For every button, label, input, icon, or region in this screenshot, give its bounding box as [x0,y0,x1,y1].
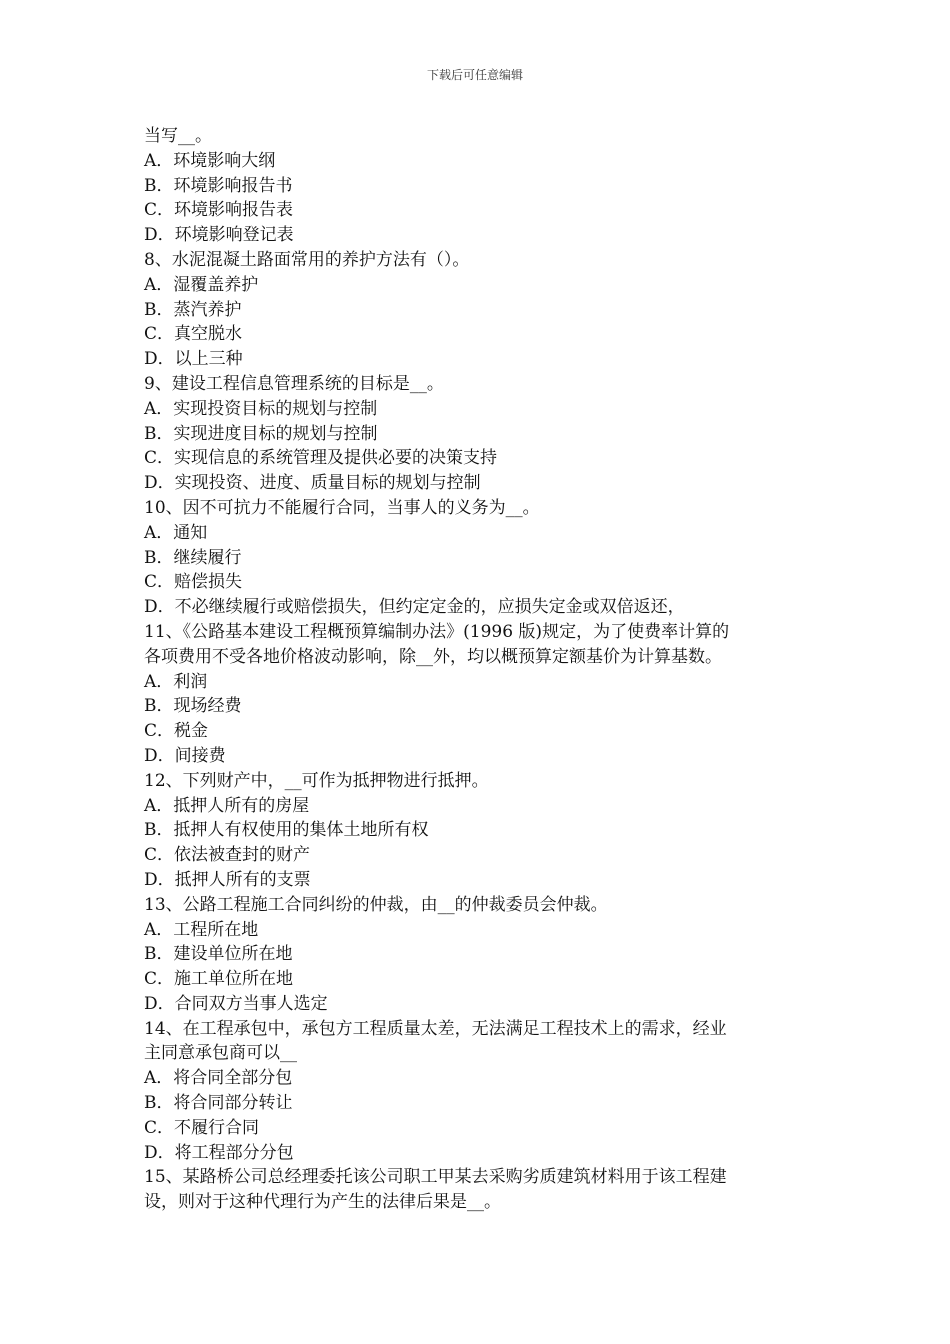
text-line: B．环境影响报告书 [144,175,293,196]
text-line: C．环境影响报告表 [144,200,294,221]
text-line: C．实现信息的系统管理及提供必要的决策支持 [144,448,498,469]
text-line: C．真空脱水 [144,324,243,345]
text-line: D．不必继续履行或赔偿损失，但约定定金的，应损失定金或双倍返还， [144,597,685,618]
text-line: B．抵押人有权使用的集体土地所有权 [144,820,429,841]
text-line: D．环境影响登记表 [144,225,294,246]
text-line: A．湿覆盖养护 [144,274,259,295]
text-line: B．实现进度目标的规划与控制 [144,423,378,444]
document-body [144,124,808,1215]
text-line: D．实现投资、进度、质量目标的规划与控制 [144,473,481,494]
text-line: C．不履行合同 [144,1117,260,1138]
text-line: A．通知 [144,522,208,543]
text-line: C．施工单位所在地 [144,969,294,990]
text-line: A．利润 [144,671,208,692]
text-line: D．抵押人所有的支票 [144,869,311,890]
text-line: 9、建设工程信息管理系统的目标是__。 [144,373,444,394]
text-line: 主同意承包商可以__ [144,1043,297,1064]
text-line: C．赔偿损失 [144,572,243,593]
text-line: 设，则对于这种代理行为产生的法律后果是__。 [144,1192,501,1213]
text-line: B．现场经费 [144,696,242,717]
text-line: C．税金 [144,721,209,742]
text-line: D．间接费 [144,745,226,766]
text-line: 15、某路桥公司总经理委托该公司职工甲某去采购劣质建筑材料用于该工程建 [144,1167,727,1188]
text-line: A．将合同全部分包 [144,1068,293,1089]
text-line: B．蒸汽养护 [144,299,242,320]
text-line: 10、因不可抗力不能履行合同，当事人的义务为__。 [144,497,540,518]
text-line: B．建设单位所在地 [144,944,293,965]
text-line: 12、下列财产中，__可作为抵押物进行抵押。 [144,770,489,791]
text-line: D．以上三种 [144,349,243,370]
text-line: 各项费用不受各地价格波动影响，除__外，均以概预算定额基价为计算基数。 [144,646,722,667]
text-line: C．依法被查封的财产 [144,845,311,866]
text-line: A．抵押人所有的房屋 [144,795,310,816]
text-line: 当写__。 [144,126,212,146]
text-line: 8、水泥混凝土路面常用的养护方法有（）。 [144,249,470,270]
text-line: A．环境影响大纲 [144,150,276,171]
text-line: A．工程所在地 [144,919,259,940]
text-line: 14、在工程承包中，承包方工程质量太差，无法满足工程技术上的需求，经业 [144,1018,727,1039]
text-line: B．将合同部分转让 [144,1093,293,1114]
page-header: 下载后可任意编辑 [426,68,523,82]
text-line: 11、《公路基本建设工程概预算编制办法》(1996 版)规定，为了使费率计算的 [144,621,730,642]
text-line: D．将工程部分分包 [144,1142,294,1163]
text-line: 13、公路工程施工合同纠纷的仲裁，由__的仲裁委员会仲裁。 [144,894,608,915]
text-line: B．继续履行 [144,547,242,568]
text-line: D．合同双方当事人选定 [144,993,328,1014]
text-line: A．实现投资目标的规划与控制 [144,398,378,419]
